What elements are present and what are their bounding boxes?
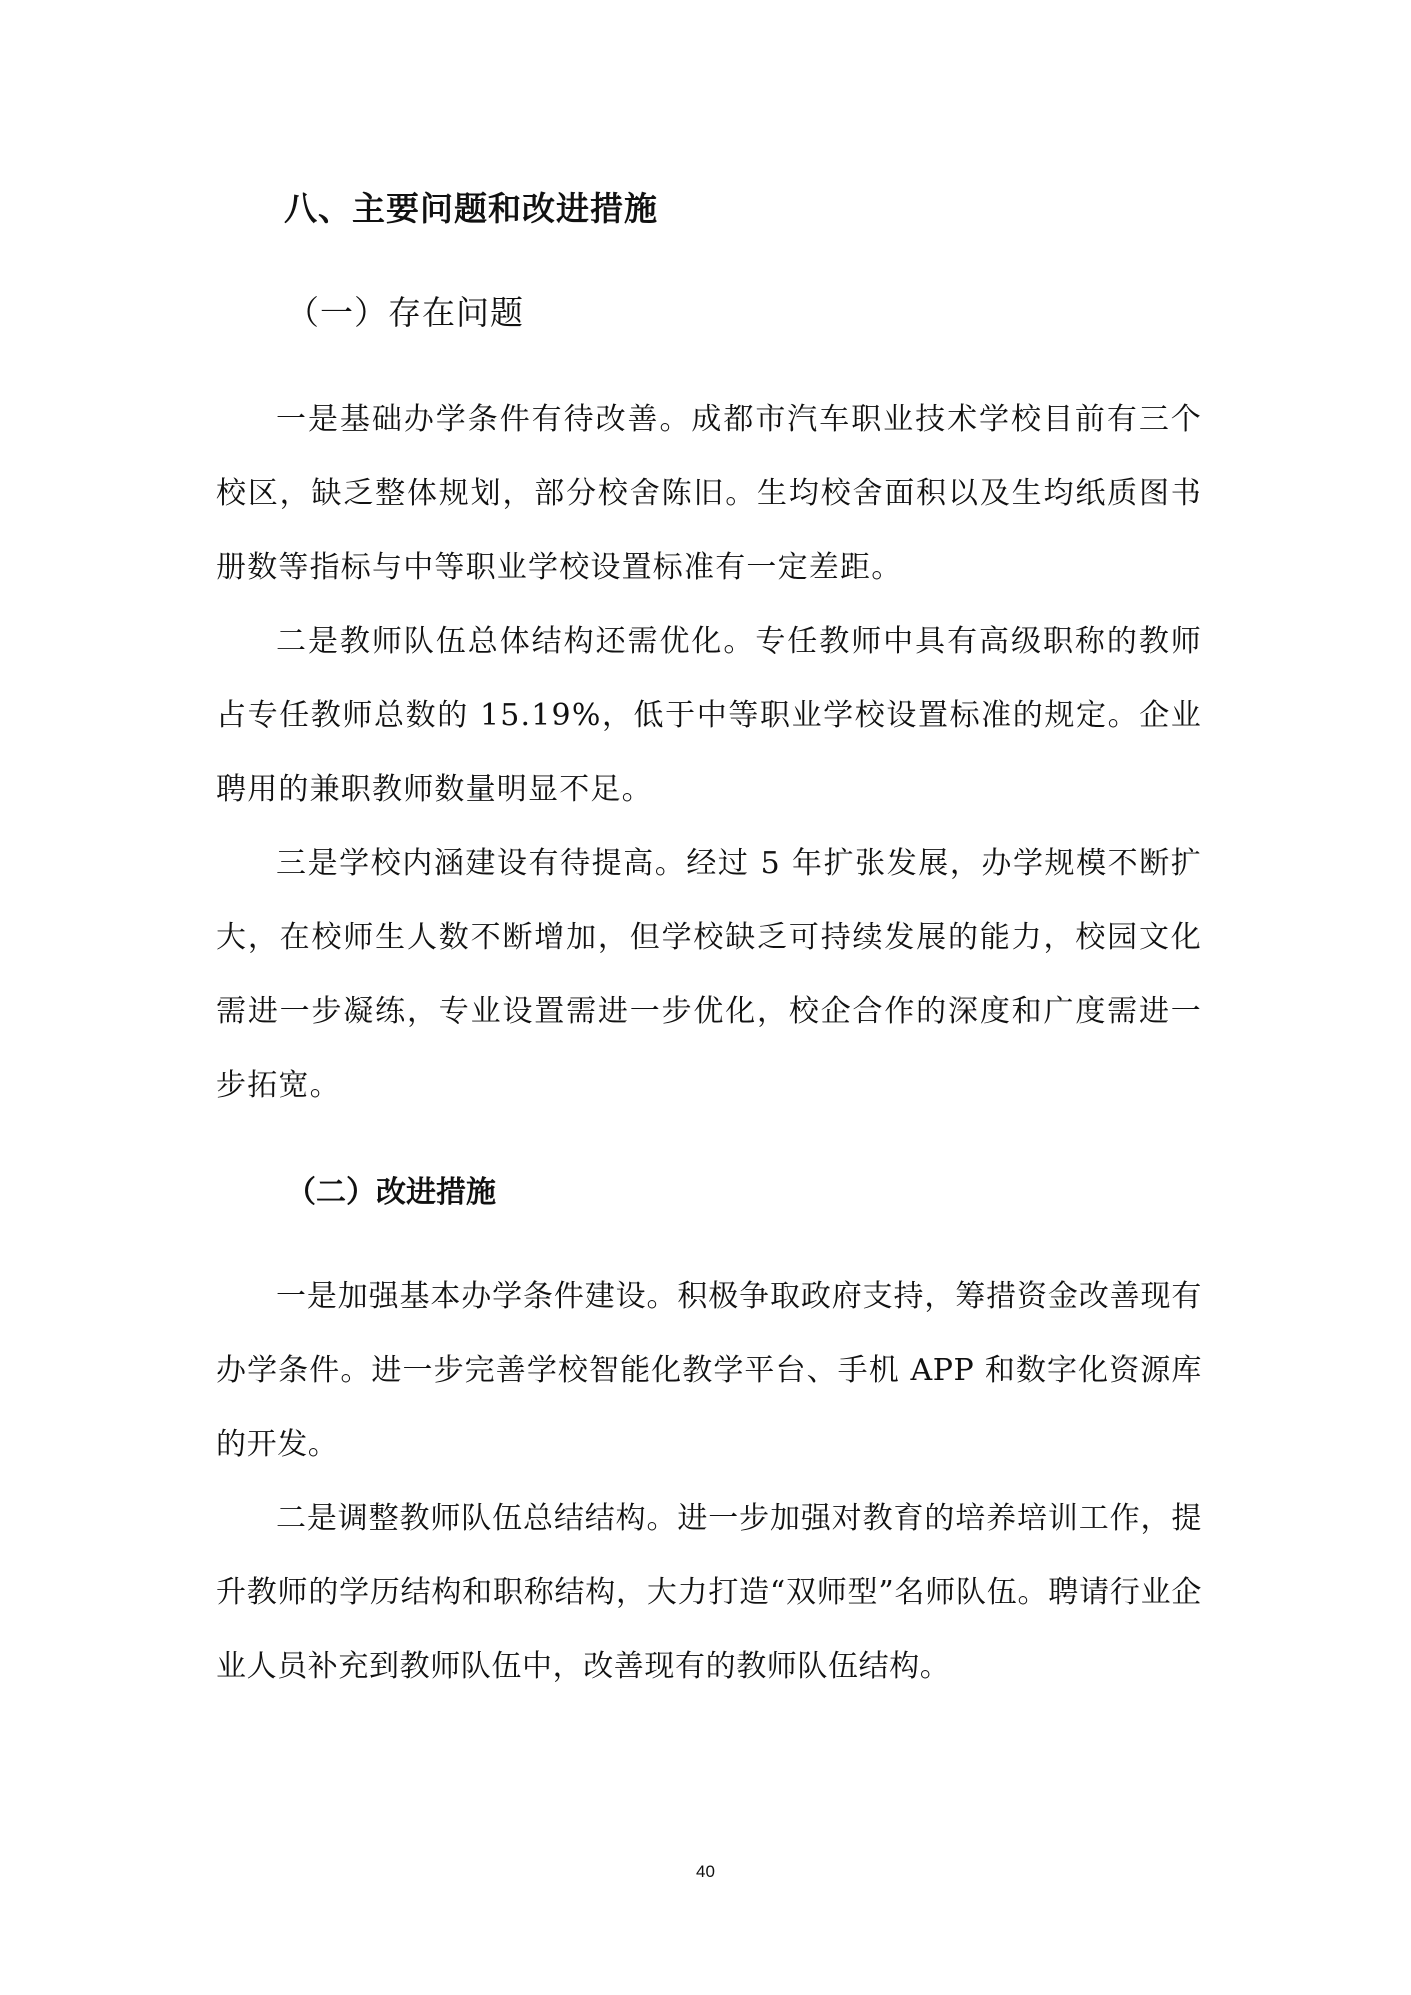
paragraph-problem-2: 二是教师队伍总体结构还需优化。专任教师中具有高级职称的教师占专任教师总数的 15.19%，低于中等职业学校设置标准的规定。企业聘用的兼职教师数量明显不足。 (216, 624, 1202, 807)
paragraph-measure-1: 一是加强基本办学条件建设。积极争取政府支持，筹措资金改善现有办学条件。进一步完善学校智能化教学平台、手机 APP 和数字化资源库的开发。 (216, 1279, 1202, 1462)
page-number: 40 (696, 1862, 715, 1881)
paragraph-measure-2: 二是调整教师队伍总结结构。进一步加强对教育的培养培训工作，提升教师的学历结构和职称结构，大力打造“双师型”名师队伍。聘请行业企业人员补充到教师队伍中，改善现有的教师队伍结构。 (216, 1501, 1202, 1684)
chapter-heading: 八、主要问题和改进措施 (284, 189, 658, 228)
section-heading-problems: （一）存在问题 (286, 293, 524, 332)
paragraph-problem-1: 一是基础办学条件有待改善。成都市汽车职业技术学校目前有三个校区，缺乏整体规划，部分校舍陈旧。生均校舍面积以及生均纸质图书册数等指标与中等职业学校设置标准有一定差距。 (216, 402, 1202, 585)
paragraph-problem-3: 三是学校内涵建设有待提高。经过 5 年扩张发展，办学规模不断扩大，在校师生人数不断增加，但学校缺乏可持续发展的能力，校园文化需进一步凝练，专业设置需进一步优化，校企合作的深度和广度需进一步拓宽。 (216, 846, 1202, 1103)
section-heading-measures: （二）改进措施 (286, 1175, 496, 1210)
